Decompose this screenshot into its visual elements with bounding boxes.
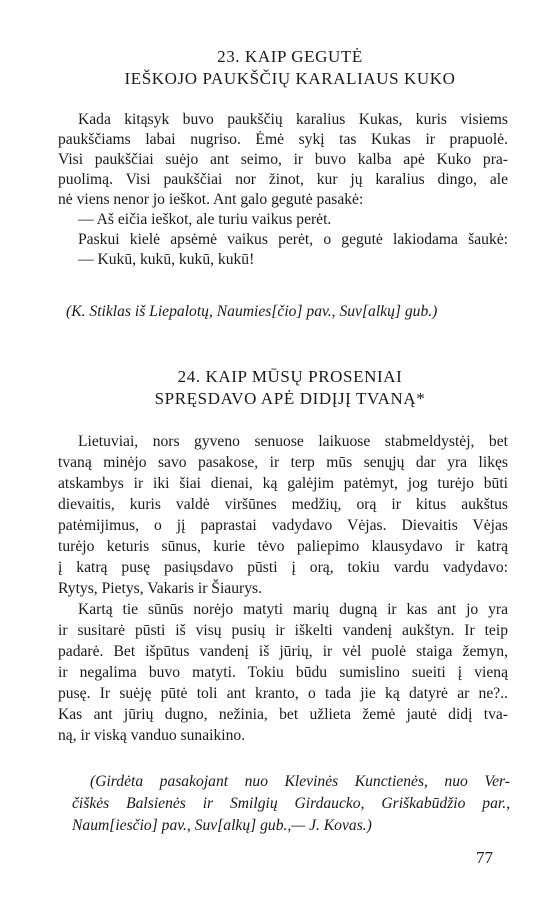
story-24-line: ir negalima buvo matyti. Tokiu būdu sumislino sueiti į vieną: [58, 664, 508, 681]
story-23-line: — Aš eičia ieškot, ale turiu vaikus perėt.: [78, 211, 332, 228]
story-24-line: Rytys, Pietys, Vakaris ir Šiaurys.: [58, 580, 262, 597]
story-24-title: [40, 366, 540, 410]
story-24-line: Lietuviai, nors gyveno senuose laikuose stabmeldystėj, bet: [78, 433, 508, 450]
story-23-line: Kada kitąsyk buvo paukščių karalius Kukas, kuris visiems: [78, 111, 508, 128]
story-24-line: į katrą pusę pasiųsdavo pūsti į orą, tokiu vardu vadydavo:: [58, 559, 508, 576]
story-24-line: pusę. Ir suėję pūtė toli ant kranto, o tada jie ką datyrė ar ne?..: [58, 685, 508, 702]
page-number: 77: [476, 848, 493, 867]
story-24-line: turėjo keturis sūnus, kurie tėvo paliepimo klausydavo ir katrą: [58, 538, 508, 555]
story-24-line: patėmijimus, o jį paprastai vadydavo Vėjas. Dievaitis Vėjas: [58, 517, 508, 534]
story-23-line: paukščiams labai nugriso. Ėmė sykį tas Kukas ir prapuolė.: [58, 131, 508, 148]
story-24-line: ir susitarė pūsti iš visų pusių ir iškelti vandenį aukštyn. Ir teip: [58, 622, 508, 639]
story-24-title-line1: 24. KAIP MŪSŲ PROSENIAI: [177, 367, 403, 386]
story-24-source-line: Naum[iesčio] pav., Suv[alkų] gub.,— J. Kovas.): [72, 817, 372, 834]
story-23-title: [40, 46, 540, 90]
story-23-line: — Kukū, kukū, kukū, kukū!: [78, 251, 255, 268]
story-24-title-line2: SPRĘSDAVO APĖ DIDĮJĮ TVANĄ*: [154, 389, 426, 408]
story-24-line: padarė. Bet išpūtus vandenį iš jūrių, ir vėl puolė staiga žemyn,: [58, 643, 508, 660]
story-23-title-line1: 23. KAIP GEGUTĖ: [217, 47, 363, 66]
story-23-source: (K. Stiklas iš Liepalotų, Naumies[čio] pav., Suv[alkų] gub.): [66, 303, 438, 320]
story-23-line: Visi paukščiai suėjo ant seimo, ir buvo kalba apė Kuko pra-: [58, 151, 508, 168]
story-24-line: Kartą tie sūnūs norėjo matyti marių dugną ir kas ant jo yra: [78, 601, 508, 618]
story-24-source-line: (Girdėta pasakojant nuo Klevinės Kunctienės, nuo Ver-: [90, 773, 510, 790]
story-24-line: Kas ant jūrių dugno, nežinia, bet užlieta žemė jautė didį tva-: [58, 706, 508, 723]
story-24-line: ną, ir viską vanduo sunaikino.: [58, 727, 246, 744]
story-24-source-line: čiškės Balsienės ir Smilgių Girdaucko, Griškabūdžio par.,: [72, 795, 510, 812]
story-23-line: Paskui kielė apsėmė vaikus perėt, o gegutė lakiodama šaukė:: [78, 231, 508, 248]
story-23-line: puolimą. Visi paukščiai nor žinot, kur jų karalius dingo, ale: [58, 171, 508, 188]
story-24-line: tvaną minėjo savo pasakose, ir terp mūs senųjų dar yra likęs: [58, 454, 508, 471]
story-24-line: dievaitis, kuris valdė viršūnes medžių, orą ir kitus aukštus: [58, 496, 508, 513]
story-23-title-line2: IEŠKOJO PAUKŠČIŲ KARALIAUS KUKO: [124, 69, 456, 88]
story-24-line: atskambys ir iki šiai dienai, ką galėjim patėmyt, jog turėjo būti: [58, 475, 508, 492]
story-23-line: nė viens nenor jo ieškot. Ant galo gegutė pasakė:: [58, 191, 364, 208]
